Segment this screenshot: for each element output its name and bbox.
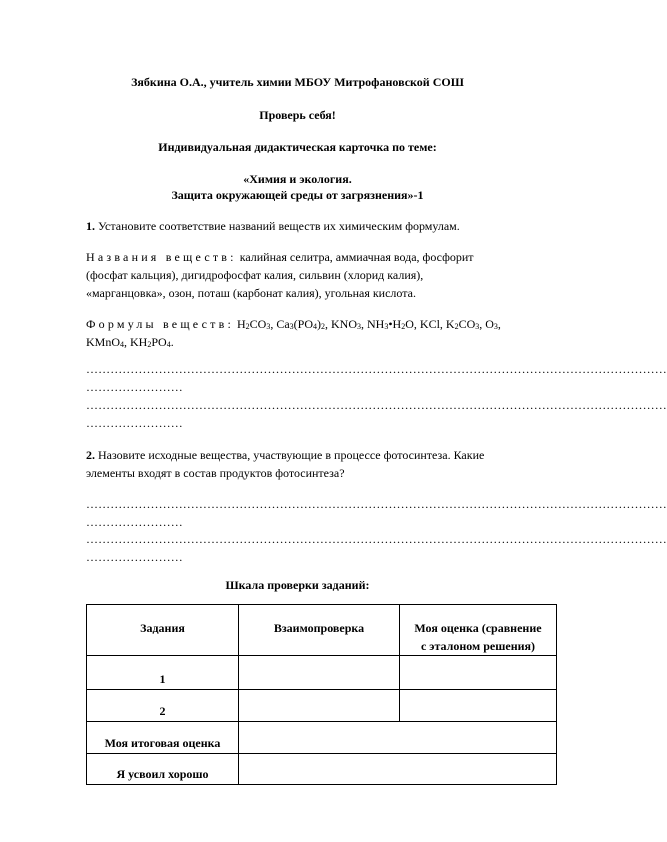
task2-line-2: элементы входят в состав продуктов фотосинтеза? — [86, 466, 345, 480]
names-label: Названия веществ: — [86, 250, 237, 264]
substance-formulas — [86, 315, 556, 351]
header-tasks: Задания — [87, 605, 239, 656]
answer-line[interactable]: ……………………………………………………………………………………………………………………………… — [86, 398, 667, 412]
table-row — [87, 690, 557, 722]
final-grade-cell[interactable] — [239, 722, 557, 754]
final-grade-label: Моя итоговая оценка — [87, 722, 239, 754]
answer-line[interactable]: ……………………………………………………………………………………………………………………………… — [86, 497, 667, 511]
topic-line-1: «Химия и экология. — [243, 172, 352, 186]
self-grade-cell[interactable] — [400, 656, 557, 690]
substance-names — [86, 248, 556, 302]
card-title: Индивидуальная дидактическая карточка по теме: — [158, 140, 437, 154]
table-row — [87, 754, 557, 785]
learned-label: Я усвоил хорошо — [87, 754, 239, 785]
topic-line-2: Защита окружающей среды от загрязнения»-1 — [171, 188, 424, 202]
peer-check-cell[interactable] — [239, 690, 400, 722]
answer-line[interactable]: …………………… — [86, 416, 183, 430]
task2-statement — [86, 446, 556, 482]
formulas-label: Формулы веществ: — [86, 317, 234, 331]
task2-number: 2. — [86, 448, 95, 462]
scale-title: Шкала проверки заданий: — [225, 578, 370, 592]
answer-line[interactable]: …………………… — [86, 550, 183, 564]
task-number-cell: 2 — [87, 690, 239, 722]
task2-line-1: Назовите исходные вещества, участвующие в процессе фотосинтеза. Какие — [95, 448, 485, 462]
self-grade-cell[interactable] — [400, 690, 557, 722]
formula-list-line-2: KMnO$_4$, $KH_2PO_4$. — [86, 335, 174, 349]
names-line-2: (фосфат кальция), дигидрофосфат калия, сильвин (хлорид калия), — [86, 268, 424, 282]
header-self-grade: Моя оценка (сравнение с эталоном решения) — [400, 605, 557, 656]
task1-text: Установите соответствие названий веществ их химическим формулам. — [95, 219, 460, 233]
answer-line[interactable]: …………………… — [86, 515, 183, 529]
peer-check-cell[interactable] — [239, 656, 400, 690]
names-line-3: «марганцовка», озон, поташ (карбонат калия), угольная кислота. — [86, 286, 416, 300]
table-row — [87, 722, 557, 754]
formula-list: $H_2CO_3$, $Ca_3(PO_4)_2$, $KNO_3$, $NH_3•H_2O$, KCl, $K_2CO_3$, $O_3$, — [236, 317, 501, 331]
header-peer-check: Взаимопроверка — [239, 605, 400, 656]
table-header-row — [87, 605, 557, 656]
task-number-cell: 1 — [87, 656, 239, 690]
task1-number: 1. — [86, 219, 95, 233]
table-row — [87, 656, 557, 690]
answer-line[interactable]: ……………………………………………………………………………………………………………………………… — [86, 532, 667, 546]
check-title: Проверь себя! — [259, 108, 336, 122]
answer-line[interactable]: …………………… — [86, 380, 183, 394]
assessment-table — [86, 604, 557, 785]
names-line-1: калийная селитра, аммиачная вода, фосфорит — [236, 250, 474, 264]
task1-statement — [86, 217, 556, 235]
author-line: Зябкина О.А., учитель химии МБОУ Митрофановской СОШ — [131, 75, 464, 89]
answer-line[interactable]: ……………………………………………………………………………………………………………………………… — [86, 362, 667, 376]
learned-cell[interactable] — [239, 754, 557, 785]
